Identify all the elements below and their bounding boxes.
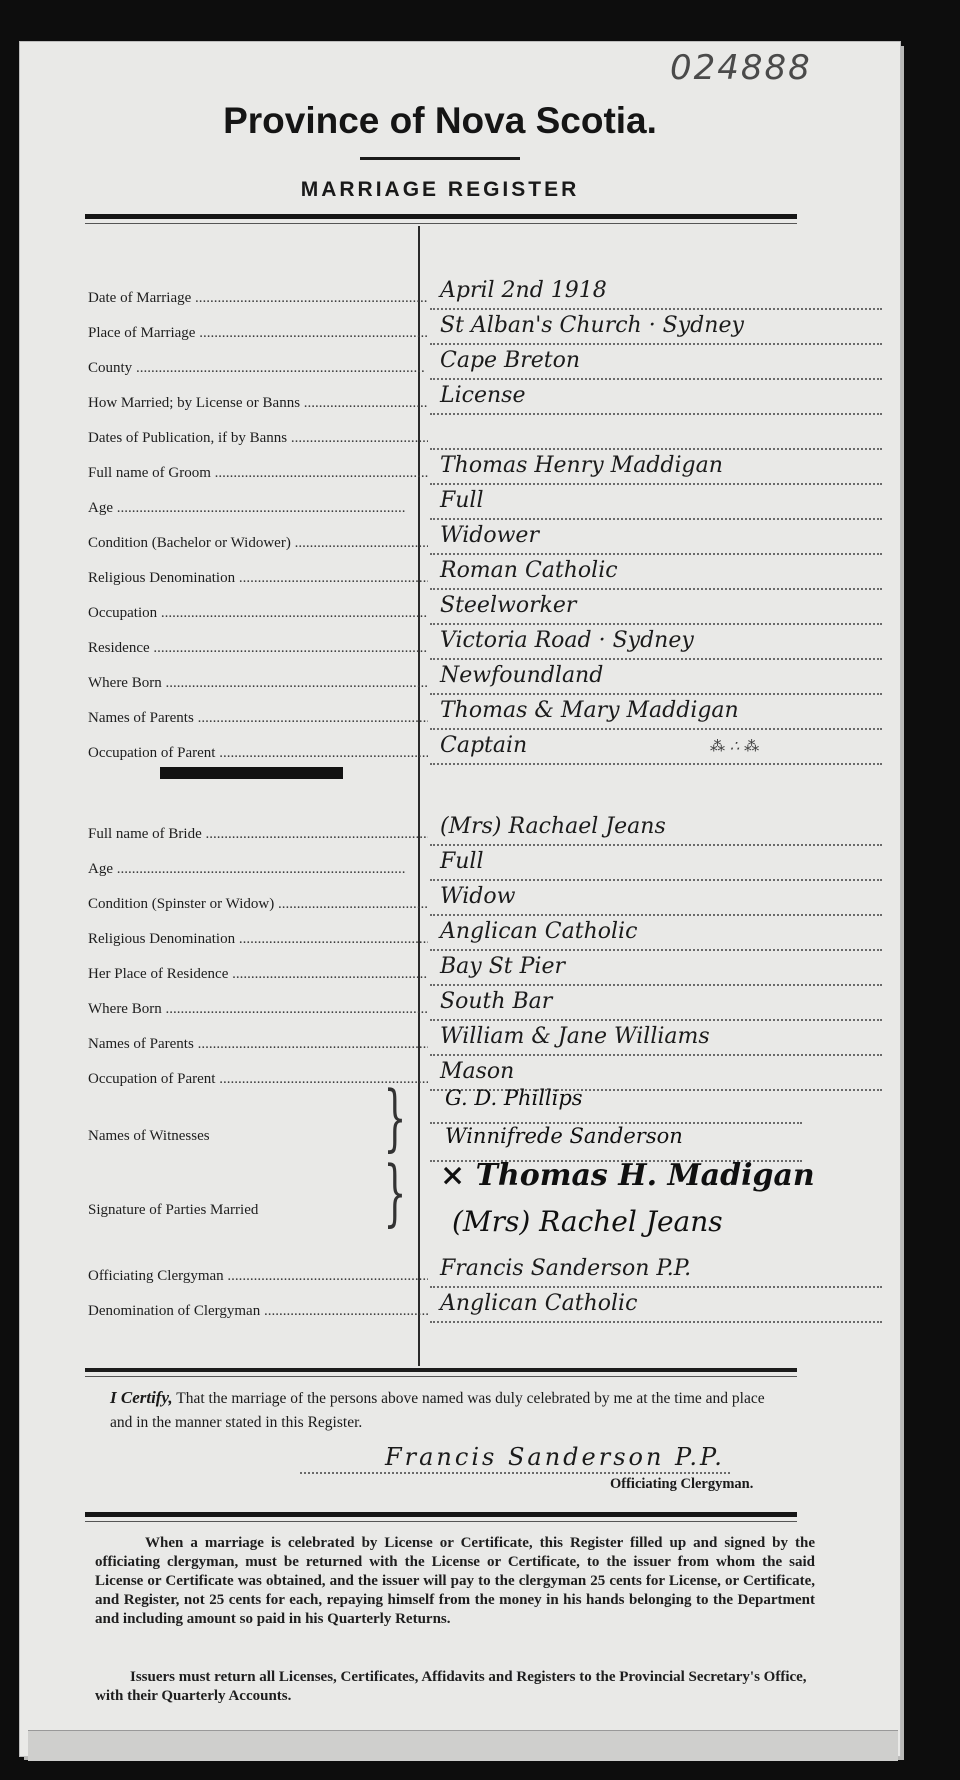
field-line — [430, 483, 882, 485]
field-value: Cape Breton — [440, 348, 581, 373]
field-line — [430, 343, 882, 345]
field-line — [430, 914, 882, 916]
field-value: Full — [440, 849, 484, 874]
title-underline — [360, 157, 520, 160]
certify-rule-thin — [85, 1376, 797, 1377]
field-line — [430, 763, 882, 765]
field-value: William & Jane Williams — [440, 1024, 710, 1049]
field-bride-name — [88, 814, 888, 860]
field-value: Newfoundland — [440, 663, 604, 688]
page-subtitle: MARRIAGE REGISTER — [300, 178, 580, 201]
field-value: Francis Sanderson P.P. — [440, 1256, 692, 1281]
page-title: Province of Nova Scotia. — [223, 100, 657, 141]
header-rule — [85, 214, 797, 219]
field-line — [430, 413, 882, 415]
field-value: Anglican Catholic — [440, 919, 638, 944]
field-value: Anglican Catholic — [440, 1291, 638, 1316]
field-how-married — [88, 383, 888, 429]
field-label: Occupation of Parent ..... — [88, 1071, 428, 1088]
field-clergy-denomination — [88, 1291, 888, 1337]
witness-1: G. D. Phillips — [445, 1086, 583, 1110]
certification-body: That the marriage of the persons above named was duly celebrated by me at the time and place and in the manner stated in this Register. — [110, 1390, 765, 1431]
bride-signature: (Mrs) Rachel Jeans — [452, 1205, 723, 1238]
signatures-brace: } — [383, 1150, 407, 1234]
field-label: Full name of Groom ..... — [88, 465, 428, 482]
field-line — [430, 693, 882, 695]
witness-line-1 — [430, 1122, 802, 1124]
field-line — [430, 518, 882, 520]
field-label: Dates of Publication, if by Banns ..... — [88, 430, 428, 447]
field-label: Full name of Bride ..... — [88, 826, 428, 843]
field-value: Thomas Henry Maddigan — [440, 453, 723, 478]
witness-2: Winnifrede Sanderson — [445, 1124, 683, 1148]
field-value: License — [440, 383, 526, 408]
field-line — [430, 728, 882, 730]
field-value: Widow — [440, 884, 516, 909]
certification-text — [110, 1386, 790, 1435]
field-label: Denomination of Clergyman ..... — [88, 1303, 428, 1320]
field-label: Date of Marriage ..... — [88, 290, 428, 307]
field-label: Names of Parents ..... — [88, 1036, 428, 1053]
clergyman-signature: Francis Sanderson P.P. — [385, 1443, 725, 1471]
field-label: Where Born ..... — [88, 1001, 428, 1018]
field-value: (Mrs) Rachael Jeans — [440, 814, 666, 839]
field-label: Religious Denomination ..... — [88, 931, 428, 948]
field-value: April 2nd 1918 — [440, 278, 607, 303]
field-groom-name — [88, 453, 888, 499]
field-line — [430, 844, 882, 846]
field-label: Her Place of Residence ..... — [88, 966, 428, 983]
field-label: Condition (Bachelor or Widower) ..... — [88, 535, 428, 552]
signatures-label: Signature of Parties Married — [88, 1202, 259, 1218]
field-line — [430, 623, 882, 625]
field-line — [430, 1286, 882, 1288]
field-value: Victoria Road · Sydney — [440, 628, 694, 653]
ink-smudge: ⁂ ∴ ⁂ — [710, 737, 760, 755]
field-line — [430, 949, 882, 951]
field-label: Names of Parents ..... — [88, 710, 428, 727]
field-line — [430, 1019, 882, 1021]
field-value: Steelworker — [440, 593, 577, 618]
field-line — [430, 588, 882, 590]
field-value: Mason — [440, 1059, 515, 1084]
field-line — [430, 1054, 882, 1056]
field-label: Age ..... — [88, 500, 428, 517]
field-line — [430, 378, 882, 380]
field-value: Captain — [440, 733, 528, 758]
witnesses-label: Names of Witnesses — [88, 1128, 210, 1144]
license-notice: When a marriage is celebrated by License or Certificate, this Register filled up and signed by the officiating clergyman, must be returned with the License or Certificate, to the issuer from whom the said License or Certificate was obtained, and the issuer will pay to the clergyman 25 cents for License, or Certificate, and Register, not 25 cents for each, repaying himself from the money in his hands belonging to the Department and including amount so paid in his Quarterly Returns. — [95, 1535, 815, 1627]
field-value: Roman Catholic — [440, 558, 618, 583]
field-line — [430, 1321, 882, 1323]
header-rule-thin — [85, 223, 797, 224]
field-label: Occupation ..... — [88, 605, 428, 622]
certification-lead: I Certify, — [110, 1388, 173, 1407]
paper-edge — [28, 1730, 898, 1761]
field-value: Widower — [440, 523, 539, 548]
notice-rule — [85, 1512, 797, 1517]
field-line — [430, 658, 882, 660]
field-label: How Married; by License or Banns ..... — [88, 395, 428, 412]
field-line — [430, 308, 882, 310]
field-label: Condition (Spinster or Widow) ..... — [88, 896, 428, 913]
field-label: Officiating Clergyman ..... — [88, 1268, 428, 1285]
return-notice: Issuers must return all Licenses, Certificates, Affidavits and Registers to the Provincial Secretary's Office, with their Quarterly Accounts. — [95, 1669, 807, 1704]
field-value: Thomas & Mary Maddigan — [440, 698, 739, 723]
field-value: Bay St Pier — [440, 954, 565, 979]
field-line — [430, 879, 882, 881]
field-line — [430, 553, 882, 555]
field-label: Age ..... — [88, 861, 428, 878]
field-value: Full — [440, 488, 484, 513]
notice-rule-thin — [85, 1521, 797, 1522]
witnesses-brace: } — [383, 1075, 407, 1159]
register-number: 024888 — [670, 48, 812, 88]
field-label: Religious Denomination ..... — [88, 570, 428, 587]
field-label: Place of Marriage ..... — [88, 325, 428, 342]
field-label: Residence ..... — [88, 640, 428, 657]
field-line — [430, 448, 882, 450]
field-label: County ..... — [88, 360, 428, 377]
field-value: St Alban's Church · Sydney — [440, 313, 744, 338]
section-divider-bar — [160, 767, 343, 779]
signature-line — [300, 1472, 730, 1474]
field-line — [430, 984, 882, 986]
signature-caption: Officiating Clergyman. — [610, 1476, 754, 1492]
field-label: Occupation of Parent ..... — [88, 745, 428, 762]
groom-signature: × Thomas H. Madigan — [440, 1158, 815, 1193]
certify-rule — [85, 1368, 797, 1372]
field-label: Where Born ..... — [88, 675, 428, 692]
field-value: South Bar — [440, 989, 553, 1014]
